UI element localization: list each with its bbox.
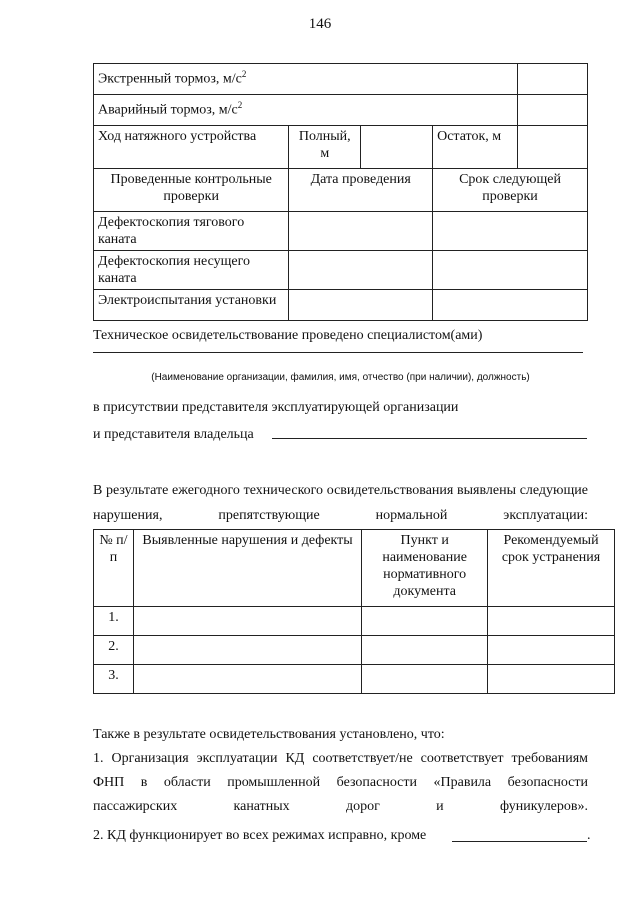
- table-row: [94, 126, 588, 169]
- tension-full-value[interactable]: [361, 126, 433, 169]
- item-2: 2. КД функционирует во всех режимах исправно, кроме: [93, 828, 427, 843]
- violations-table: [93, 529, 615, 694]
- header-next-check: Срок следующей проверки: [433, 169, 588, 212]
- document-cell[interactable]: [362, 665, 488, 694]
- tension-label: Ход натяжного устройства: [94, 126, 289, 169]
- result-paragraph: В результате ежегодного технического освидетельствования выявлены следующие нарушения, препятствующие нормальной эксплуатации:: [93, 483, 588, 523]
- presence-line-1: в присутствии представителя эксплуатирующей организации: [93, 400, 459, 415]
- check-next[interactable]: [433, 212, 588, 251]
- violation-cell[interactable]: [133, 607, 361, 636]
- brake-checks-table: [93, 63, 588, 321]
- tension-rest-value[interactable]: [518, 126, 588, 169]
- check-label: Дефектоскопия тягового каната: [94, 212, 289, 251]
- header-violations: Выявленные нарушения и дефекты: [133, 530, 361, 607]
- check-date[interactable]: [289, 212, 433, 251]
- check-label: Дефектоскопия несущего каната: [94, 251, 289, 290]
- deadline-cell[interactable]: [488, 665, 615, 694]
- row-number: 2.: [94, 636, 134, 665]
- document-cell[interactable]: [362, 607, 488, 636]
- row-number: 1.: [94, 607, 134, 636]
- table-row: [94, 251, 588, 290]
- page-number: 146: [308, 16, 332, 32]
- survey-line: Техническое освидетельствование проведено специалистом(ами): [93, 328, 483, 343]
- check-date[interactable]: [289, 290, 433, 321]
- check-date[interactable]: [289, 251, 433, 290]
- table-header-row: [94, 169, 588, 212]
- table-row: [94, 212, 588, 251]
- emergency-brake-value[interactable]: [518, 64, 588, 95]
- also-line: Также в результате освидетельствования установлено, что:: [93, 727, 445, 742]
- table-row: [94, 95, 588, 126]
- check-next[interactable]: [433, 290, 588, 321]
- row-number: 3.: [94, 665, 134, 694]
- deadline-cell[interactable]: [488, 607, 615, 636]
- table-header-row: [94, 530, 615, 607]
- item-2-end: .: [587, 828, 591, 843]
- header-date: Дата проведения: [289, 169, 433, 212]
- check-label: Электроиспытания установки: [94, 290, 289, 321]
- check-next[interactable]: [433, 251, 588, 290]
- tension-full-label: Полный, м: [289, 126, 361, 169]
- exceptions-field[interactable]: [452, 826, 587, 842]
- violation-cell[interactable]: [133, 636, 361, 665]
- header-checks: Проведенные контрольные проверки: [94, 169, 289, 212]
- specialist-field[interactable]: [93, 352, 583, 353]
- table-row: [94, 636, 615, 665]
- violation-cell[interactable]: [133, 665, 361, 694]
- table-row: [94, 64, 588, 95]
- survey-caption: (Наименование организации, фамилия, имя, отчество (при наличии), должность): [151, 372, 530, 383]
- document-cell[interactable]: [362, 636, 488, 665]
- tension-rest-label: Остаток, м: [433, 126, 518, 169]
- deadline-cell[interactable]: [488, 636, 615, 665]
- header-number: № п/п: [94, 530, 134, 607]
- header-deadline: Рекомендуемый срок устранения: [488, 530, 615, 607]
- presence-line-2: и представителя владельца: [93, 427, 254, 442]
- header-document: Пункт и наименование нормативного документа: [362, 530, 488, 607]
- table-row: [94, 607, 615, 636]
- table-row: [94, 665, 615, 694]
- emergency-brake-label: Экстренный тормоз, $м/с^2$: [94, 64, 518, 95]
- table-row: [94, 290, 588, 321]
- owner-representative-field[interactable]: [272, 423, 587, 439]
- accident-brake-label: Аварийный тормоз, $м/с^2$: [94, 95, 518, 126]
- accident-brake-value[interactable]: [518, 95, 588, 126]
- item-1: 1. Организация эксплуатации КД соответствует/не соответствует требованиям ФНП в области промышленной безопасности «Правила безопасности пассажирских канатных дорог и фуникулеров».: [93, 751, 588, 814]
